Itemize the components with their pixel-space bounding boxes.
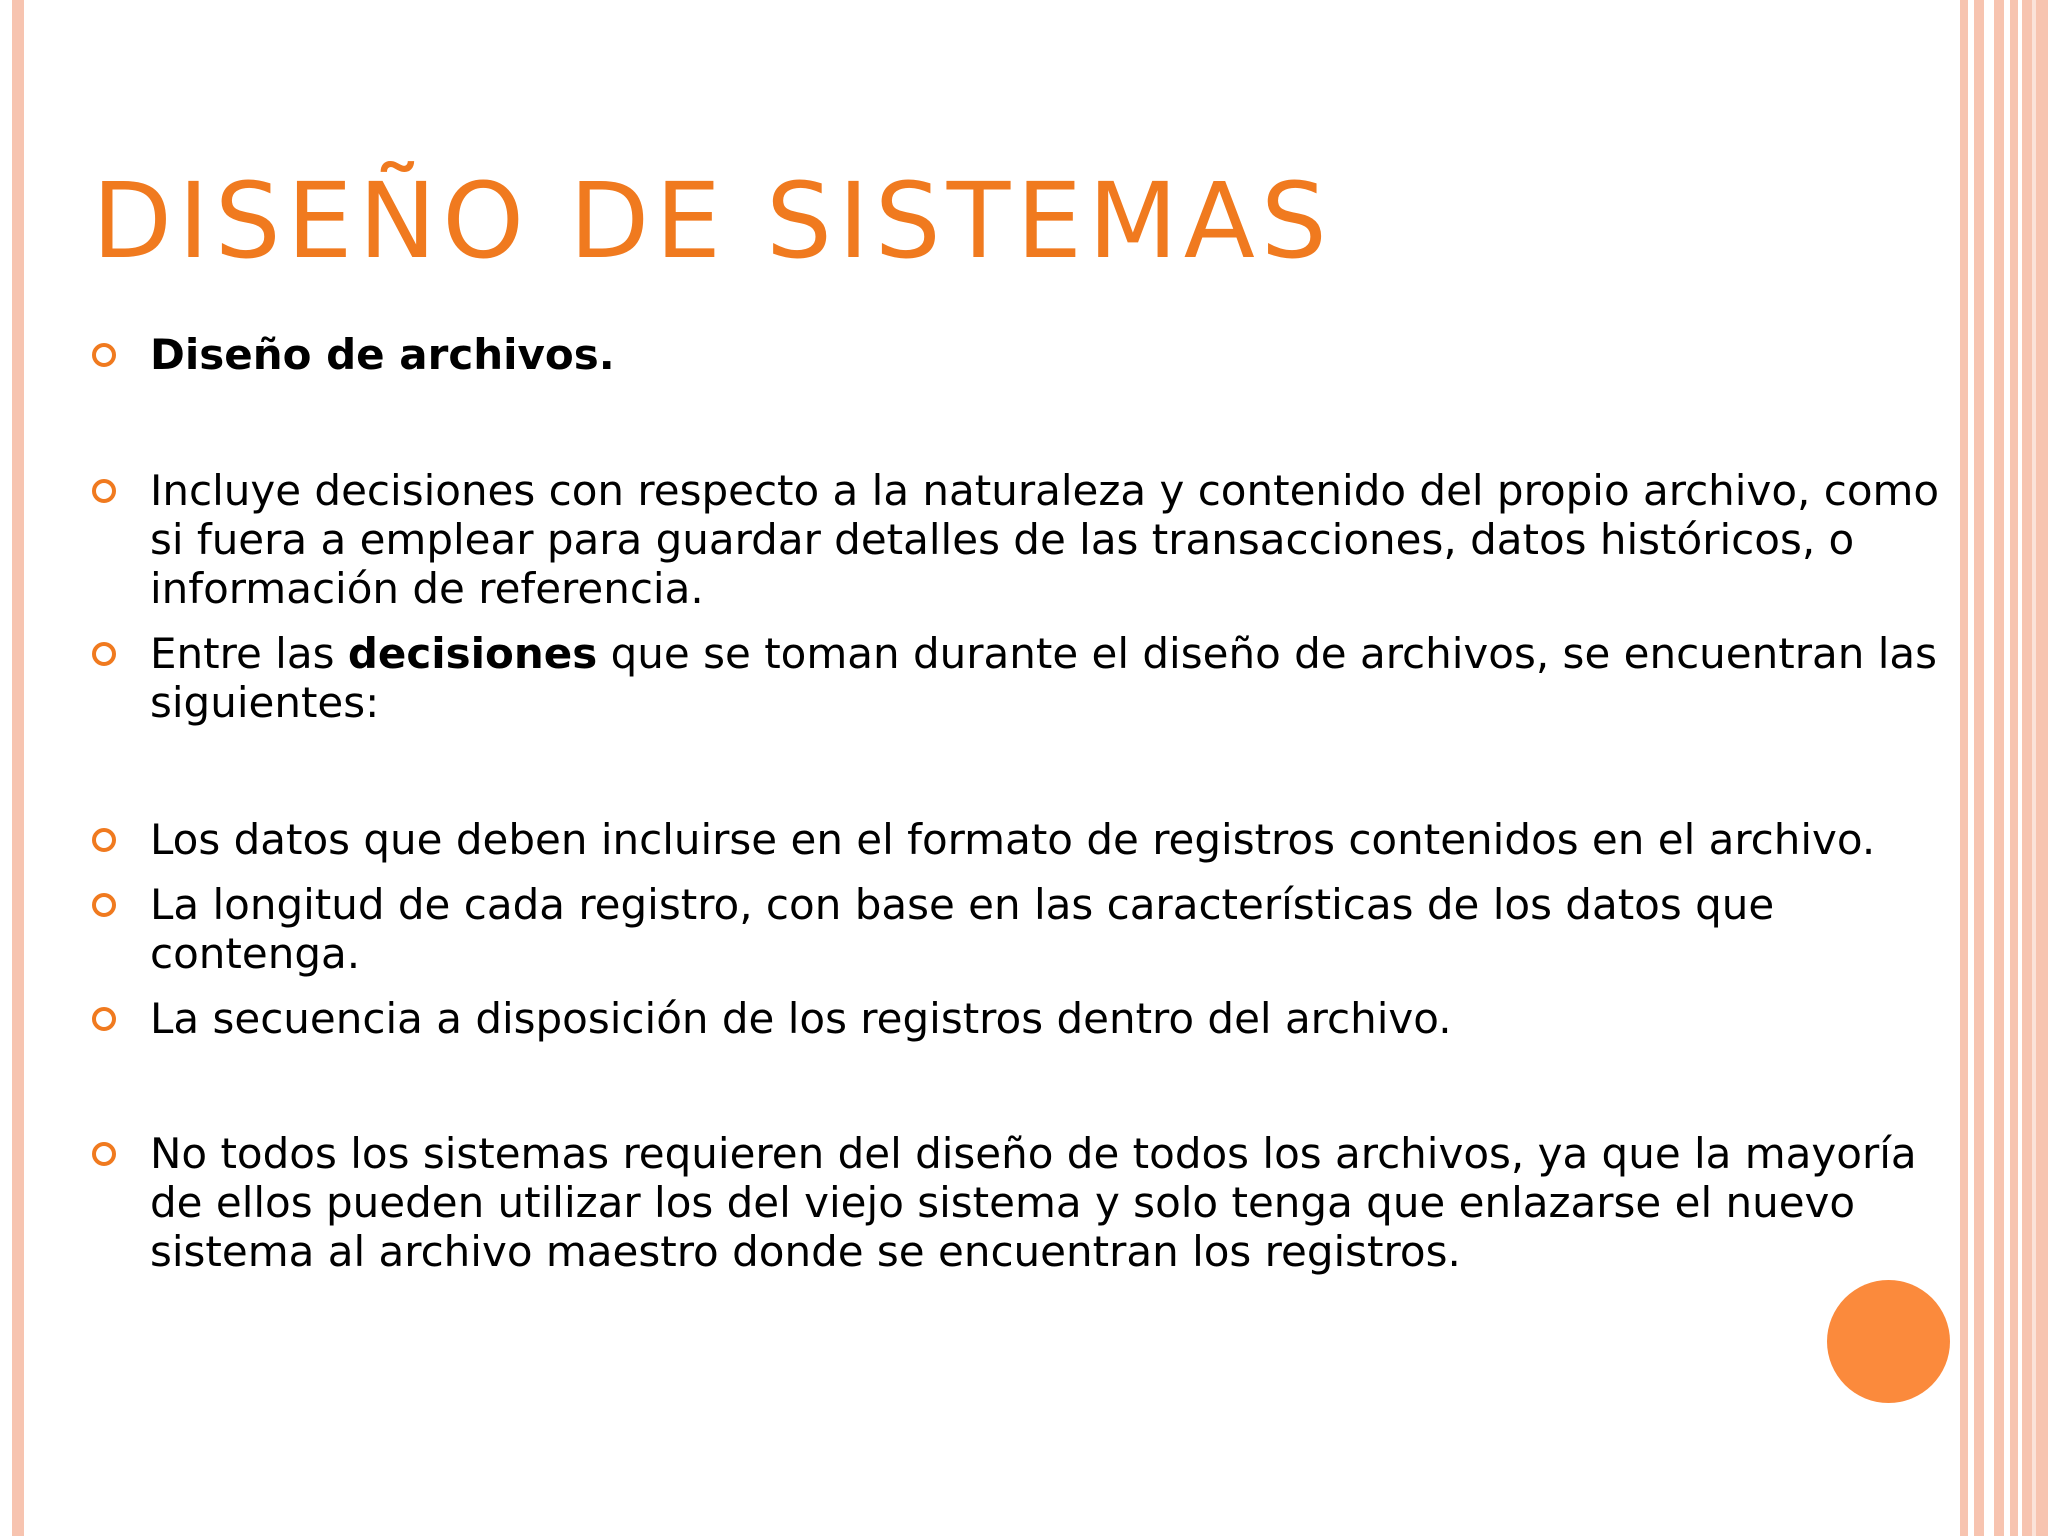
bullet-item [90,466,1970,613]
border-stripe [1974,0,1984,1536]
border-stripe [2010,0,2018,1536]
bullet-text: No todos los sistemas requieren del diseño de todos los archivos, ya que la mayoría de ellos pueden utilizar los del viejo sistema y solo tenga que enlazarse el nuevo sistema al archivo maestro donde se encuentran los registros. [150,1129,1917,1276]
bullet-list [90,330,1970,1276]
bullet-text: La secuencia a disposición de los registros dentro del archivo. [150,994,1452,1043]
bullet-item [90,880,1970,978]
bullet-circle-icon [92,828,116,852]
bullet-circle-icon [92,1142,116,1166]
bullet-circle-icon [92,642,116,666]
bullet-item [90,815,1970,864]
left-border-stripe [12,0,24,1536]
bullet-item [90,1129,1970,1276]
bullet-text-emphasis: decisiones [347,629,598,678]
bullet-text: Diseño de archivos. [150,330,615,379]
bullet-text-pre: Entre las [150,629,348,678]
border-stripe [1994,0,2004,1536]
bullet-text: La longitud de cada registro, con base en las características de los datos que contenga. [150,880,1775,978]
decorative-circle [1827,1280,1950,1403]
bullet-item-heading [90,330,1970,379]
bullet-text-post: que se toman durante el diseño de archivos, se encuentran las siguientes: [150,629,1937,727]
slide-title: DISEÑO DE SISTEMAS [92,160,1333,282]
border-stripe [2032,0,2036,1536]
bullet-circle-icon [92,343,116,367]
bullet-item [90,994,1970,1043]
bullet-circle-icon [92,479,116,503]
bullet-text: Incluye decisiones con respecto a la naturaleza y contenido del propio archivo, como si fuera a emplear para guardar detalles de las transacciones, datos históricos, o información de referencia. [150,466,1940,613]
bullet-circle-icon [92,893,116,917]
right-border-stripes [1960,0,2048,1536]
bullet-item [90,629,1970,727]
bullet-circle-icon [92,1007,116,1031]
bullet-text: Los datos que deben incluirse en el formato de registros contenidos en el archivo. [150,815,1876,864]
